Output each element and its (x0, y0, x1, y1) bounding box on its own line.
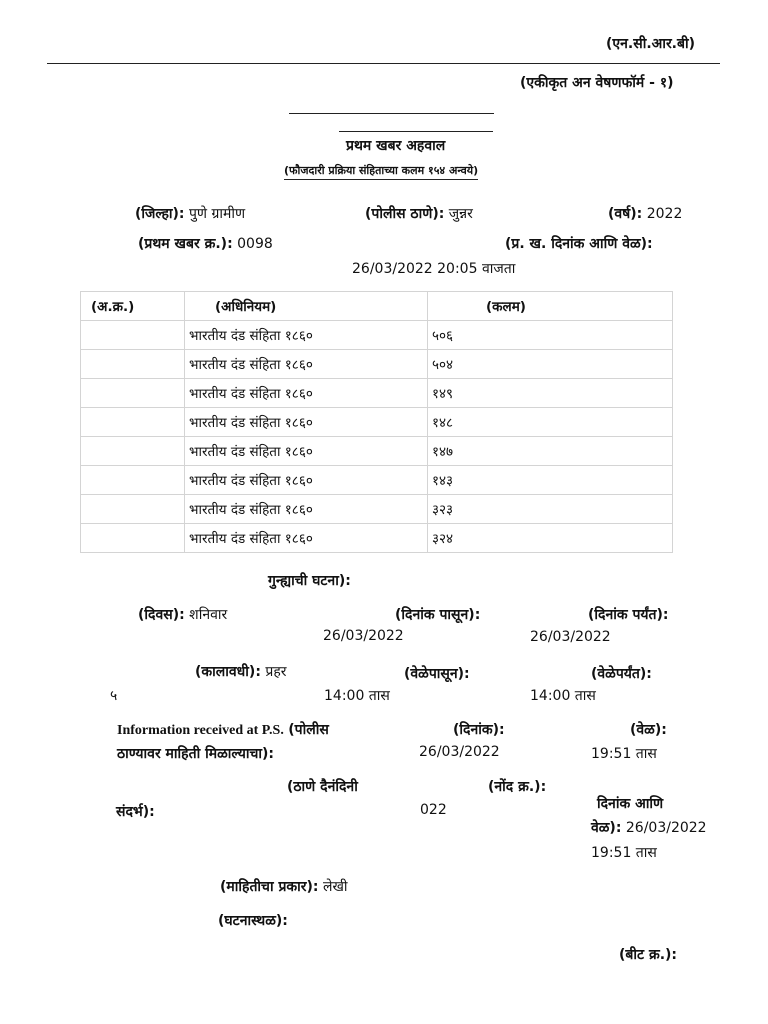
row-act: भारतीय दंड संहिता १८६० (185, 466, 428, 495)
row-sr (81, 350, 185, 379)
row-section: १४९ (428, 379, 673, 408)
col-header-sr: (अ.क्र.) (81, 292, 185, 321)
day-value: शनिवार (189, 607, 228, 623)
diary-label-1: (ठाणे दैनंदिनी (287, 779, 358, 795)
row-sr (81, 466, 185, 495)
received-time-label: (वेळ): (630, 722, 667, 738)
row-sr (81, 321, 185, 350)
row-act: भारतीय दंड संहिता १८६० (185, 495, 428, 524)
row-act: भारतीय दंड संहिता १८६० (185, 350, 428, 379)
entry-no-label: (नोंद क्र.): (488, 779, 547, 795)
info-type-value: लेखी (322, 879, 348, 895)
table-row (81, 524, 673, 553)
col-header-act: (अधिनियम) (185, 292, 428, 321)
row-sr (81, 437, 185, 466)
table-row (81, 379, 673, 408)
date-from-value: 26/03/2022 (323, 628, 404, 644)
district-value: पुणे ग्रामीण (188, 206, 246, 222)
time-to-value: 14:00 तास (530, 688, 596, 704)
row-act: भारतीय दंड संहिता १८६० (185, 321, 428, 350)
title-rule-1 (289, 113, 494, 114)
form-title: (एकीकृत अन वेषणफॉर्म - १) (520, 75, 674, 91)
time-to-label: (वेळेपर्यंत): (591, 666, 652, 682)
period-label: (कालावधी): (195, 664, 261, 680)
fir-datetime-label: (प्र. ख. दिनांक आणि वेळ): (505, 236, 653, 252)
ncrb-label: (एन.सी.आर.बी) (606, 36, 696, 52)
police-station-value: जुन्नर (448, 206, 473, 222)
row-sr (81, 524, 185, 553)
period-value: प्रहर (265, 664, 287, 680)
acts-table-header (81, 292, 673, 321)
received-date-value: 26/03/2022 (419, 744, 500, 760)
fir-no-field (138, 234, 273, 253)
row-sr (81, 495, 185, 524)
period-field (195, 662, 287, 681)
year-label: (वर्ष): (608, 206, 643, 222)
row-section: १४३ (428, 466, 673, 495)
row-section: ३२४ (428, 524, 673, 553)
row-section: ३२३ (428, 495, 673, 524)
received-label-mr-1: (पोलीस (288, 722, 329, 738)
info-type-label: (माहितीचा प्रकार): (220, 879, 319, 895)
table-row (81, 350, 673, 379)
diary-datetime-label-1: दिनांक आणि (597, 796, 664, 812)
police-station-label: (पोलीस ठाणे): (365, 206, 445, 222)
report-subtitle: (फौजदारी प्रक्रिया संहिताच्या कलम १५४ अन्वये) (284, 163, 478, 180)
year-field (608, 204, 682, 223)
entry-no-value: 022 (420, 802, 447, 818)
day-field (138, 605, 227, 624)
diary-datetime-time: 19:51 तास (591, 845, 657, 861)
diary-datetime-date: 26/03/2022 (625, 820, 707, 836)
beat-label: (बीट क्र.): (619, 947, 678, 963)
place-label: (घटनास्थळ): (218, 913, 288, 929)
diary-label-2: संदर्भ): (116, 804, 155, 820)
row-act: भारतीय दंड संहिता १८६० (185, 437, 428, 466)
fir-datetime-value: 26/03/2022 20:05 वाजता (352, 261, 516, 277)
fir-no-value: 0098 (237, 236, 273, 252)
title-rule-2 (339, 131, 493, 132)
row-sr (81, 379, 185, 408)
table-row (81, 466, 673, 495)
period-number: ५ (110, 688, 118, 704)
row-act: भारतीय दंड संहिता १८६० (185, 524, 428, 553)
col-header-section: (कलम) (428, 292, 673, 321)
incident-heading: गुन्ह्याची घटना): (268, 573, 351, 589)
date-to-label: (दिनांक पर्यंत): (588, 607, 669, 623)
row-section: १४८ (428, 408, 673, 437)
table-row (81, 321, 673, 350)
table-row (81, 437, 673, 466)
received-label-en: Information received at P.S. (117, 723, 284, 738)
time-from-value: 14:00 तास (324, 688, 390, 704)
report-title: प्रथम खबर अहवाल (346, 138, 446, 154)
diary-datetime-line (591, 818, 707, 837)
acts-table (80, 291, 673, 553)
diary-datetime-label-2: वेळ): (591, 820, 622, 836)
row-act: भारतीय दंड संहिता १८६० (185, 408, 428, 437)
info-type-field (220, 877, 348, 896)
year-value: 2022 (646, 206, 683, 222)
district-label: (जिल्हा): (135, 206, 185, 222)
received-time-value: 19:51 तास (591, 746, 657, 762)
date-from-label: (दिनांक पासून): (395, 607, 481, 623)
fir-no-label: (प्रथम खबर क्र.): (138, 236, 233, 252)
received-label-mr-2: ठाण्यावर माहिती मिळाल्याचा): (117, 746, 274, 762)
row-act: भारतीय दंड संहिता १८६० (185, 379, 428, 408)
time-from-label: (वेळेपासून): (404, 666, 470, 682)
row-section: १४७ (428, 437, 673, 466)
row-section: ५०४ (428, 350, 673, 379)
table-row (81, 495, 673, 524)
row-section: ५०६ (428, 321, 673, 350)
day-label: (दिवस): (138, 607, 185, 623)
received-label-line1 (117, 720, 329, 739)
police-station-field (365, 204, 473, 223)
date-to-value: 26/03/2022 (530, 629, 611, 645)
row-sr (81, 408, 185, 437)
district-field (135, 204, 245, 223)
received-date-label: (दिनांक): (453, 722, 505, 738)
table-row (81, 408, 673, 437)
header-rule (47, 63, 720, 64)
